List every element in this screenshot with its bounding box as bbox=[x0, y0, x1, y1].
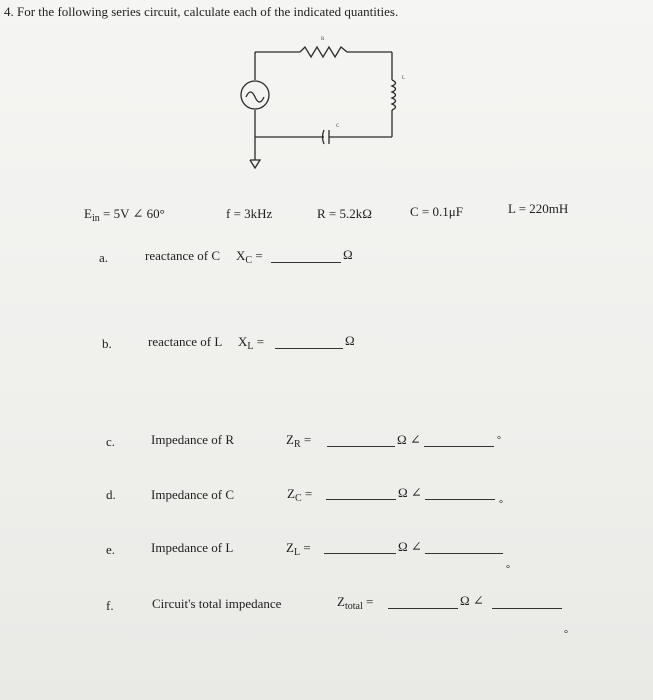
question-d-degree: ° bbox=[499, 499, 503, 510]
resistor-label: R bbox=[321, 37, 325, 42]
question-d-unit: Ω ∠ bbox=[398, 485, 422, 500]
ac-source-symbol bbox=[241, 81, 269, 109]
question-d-letter: d. bbox=[106, 487, 116, 502]
given-capacitance: C = 0.1μF bbox=[410, 204, 463, 219]
answer-d-angle[interactable] bbox=[425, 488, 495, 500]
question-a-symbol: $X_C$ = bbox=[236, 248, 263, 266]
question-f-unit: Ω ∠ bbox=[460, 593, 484, 608]
question-b-label: reactance of L bbox=[148, 334, 223, 349]
problem-title: 4. For the following series circuit, calculate each of the indicated quantities. bbox=[4, 4, 399, 19]
resistor-symbol bbox=[300, 47, 347, 57]
ground-symbol bbox=[250, 160, 260, 168]
question-c-degree: ° bbox=[497, 435, 501, 446]
question-c-unit: Ω ∠ bbox=[397, 432, 421, 447]
question-c-symbol: $Z_R$ = bbox=[286, 432, 312, 450]
answer-c-magnitude[interactable] bbox=[327, 435, 395, 447]
question-d-symbol: $Z_C$ = bbox=[287, 486, 313, 504]
answer-f-angle[interactable] bbox=[492, 597, 562, 609]
question-f-degree: ° bbox=[564, 629, 568, 640]
capacitor-label: C bbox=[336, 124, 340, 129]
sine-wave-glyph bbox=[246, 92, 264, 102]
inductor-label: L bbox=[402, 76, 406, 81]
answer-f-magnitude[interactable] bbox=[388, 597, 458, 609]
question-e-label: Impedance of L bbox=[151, 540, 234, 555]
inductor-symbol bbox=[392, 80, 396, 110]
question-e-symbol: $Z_L$ = bbox=[286, 540, 311, 558]
ein-value: = 5V ∠ 60° bbox=[99, 206, 165, 221]
given-frequency: f = 3kHz bbox=[226, 206, 273, 221]
question-e-degree: ° bbox=[506, 564, 510, 575]
answer-e-magnitude[interactable] bbox=[324, 542, 396, 554]
question-b-unit: Ω bbox=[345, 333, 355, 348]
given-ein bbox=[84, 206, 165, 222]
question-a-letter: a. bbox=[99, 250, 109, 265]
ein-symbol: E bbox=[84, 206, 92, 221]
answer-b-value[interactable] bbox=[275, 337, 343, 349]
given-inductance: L = 220mH bbox=[508, 201, 569, 216]
question-b-letter: b. bbox=[102, 336, 112, 351]
question-f-symbol: $Z_{total}$ = bbox=[337, 594, 374, 612]
ein-subscript: in bbox=[91, 213, 100, 224]
question-a-unit: Ω bbox=[343, 247, 353, 262]
question-c-label: Impedance of R bbox=[151, 432, 235, 447]
question-f-label: Circuit's total impedance bbox=[152, 596, 282, 611]
question-f-letter: f. bbox=[106, 598, 114, 613]
answer-e-angle[interactable] bbox=[425, 542, 503, 554]
question-c-letter: c. bbox=[106, 434, 116, 449]
question-d-label: Impedance of C bbox=[151, 487, 235, 502]
question-e-unit: Ω ∠ bbox=[398, 539, 422, 554]
answer-d-magnitude[interactable] bbox=[326, 488, 396, 500]
answer-c-angle[interactable] bbox=[424, 435, 494, 447]
answer-a-value[interactable] bbox=[271, 251, 341, 263]
given-resistance: R = 5.2kΩ bbox=[317, 206, 372, 221]
question-a-label: reactance of C bbox=[145, 248, 221, 263]
question-e-letter: e. bbox=[106, 542, 116, 557]
question-b-symbol: $X_L$ = bbox=[238, 334, 265, 352]
